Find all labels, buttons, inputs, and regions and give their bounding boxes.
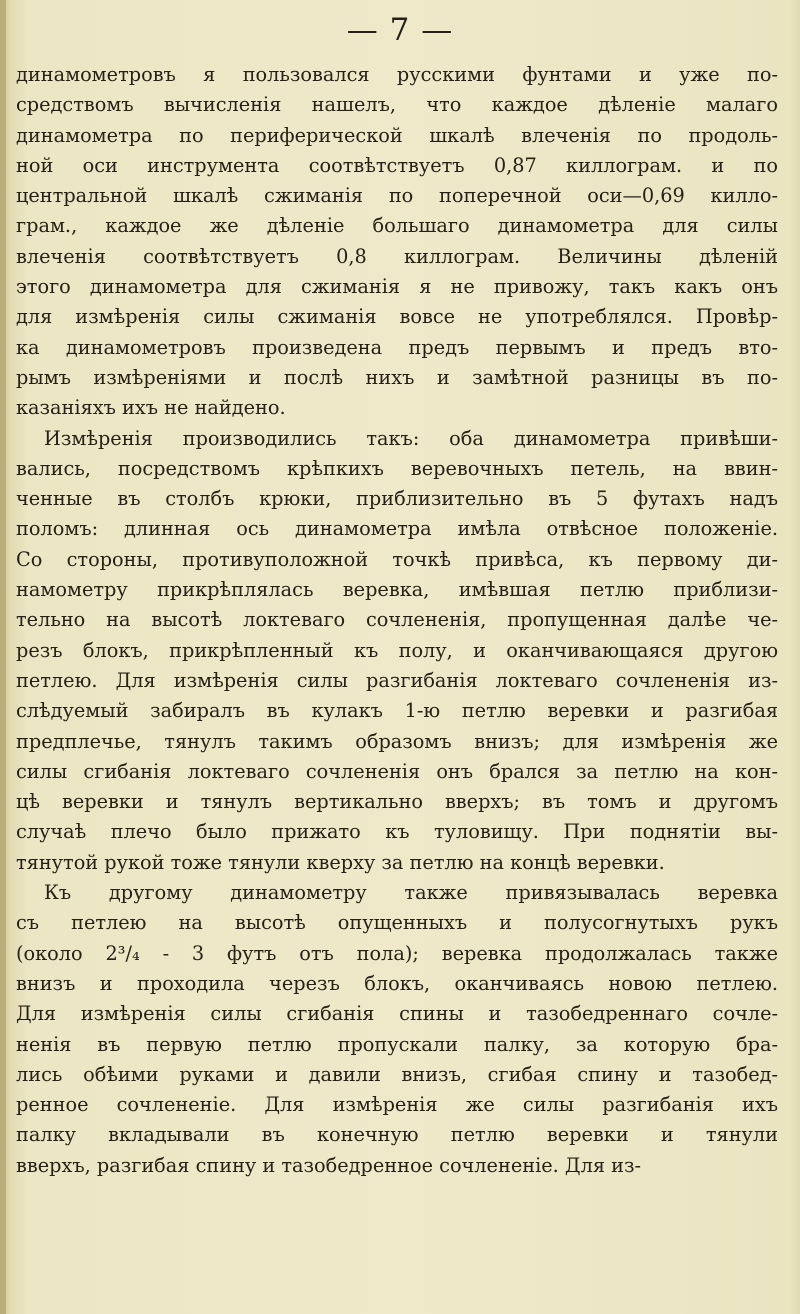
text-line: ченные въ столбъ крюки, приблизительно въ 5 футахъ надъ bbox=[16, 487, 778, 511]
text-line: Для измѣренія силы сгибанія спины и тазобедреннаго сочле- bbox=[16, 1002, 778, 1026]
text-line: внизъ и проходила черезъ блокъ, оканчиваясь новою петлею. bbox=[16, 971, 778, 995]
text-line: ренное сочлененіе. Для измѣренія же силы разгибанія ихъ bbox=[16, 1093, 778, 1117]
text-line: вверхъ, разгибая спину и тазобедренное сочлененіе. Для из- bbox=[16, 1153, 642, 1177]
text-line: влеченія соотвѣтствуетъ 0,8 киллограм. Величины дѣленій bbox=[16, 244, 778, 268]
text-line: съ петлею на высотѣ опущенныхъ и полусогнутыхъ рукъ bbox=[16, 911, 778, 935]
page-number: — 7 — bbox=[346, 12, 454, 48]
text-line: грам., каждое же дѣленіе большаго динамометра для силы bbox=[16, 214, 778, 238]
text-line: поломъ: длинная ось динамометра имѣла отвѣсное положеніе. bbox=[16, 517, 778, 541]
text-line: (около 2³/₄ - 3 футъ отъ пола); веревка продолжалась также bbox=[16, 941, 778, 965]
text-line: тельно на высотѣ локтеваго сочлененія, пропущенная далѣе че- bbox=[16, 608, 778, 632]
text-line: петлею. Для измѣренія силы разгибанія локтеваго сочлененія из- bbox=[16, 668, 778, 692]
binding-shadow bbox=[0, 0, 6, 1314]
text-line: Со стороны, противуположной точкѣ привѣса, къ первому ди- bbox=[16, 547, 778, 571]
text-line: намометру прикрѣплялась веревка, имѣвшая петлю приблизи- bbox=[16, 578, 778, 602]
text-line: ной оси инструмента соотвѣтствуетъ 0,87 киллограм. и по bbox=[16, 153, 778, 177]
text-line: случаѣ плечо было прижато къ туловищу. При поднятіи вы- bbox=[16, 820, 778, 844]
text-line: палку вкладывали въ конечную петлю веревки и тянули bbox=[16, 1123, 778, 1147]
text-line: казаніяхъ ихъ не найдено. bbox=[16, 396, 286, 420]
text-line: предплечье, тянулъ такимъ образомъ внизъ; для измѣренія же bbox=[16, 729, 778, 753]
text-line: средствомъ вычисленія нашелъ, что каждое дѣленіе малаго bbox=[16, 93, 778, 117]
text-line: лись обѣими руками и давили внизъ, сгибая спину и тазобед- bbox=[16, 1062, 778, 1086]
text-line: Измѣренія производились такъ: оба динамометра привѣши- bbox=[44, 426, 778, 450]
text-line: ка динамометровъ произведена предъ первымъ и предъ вто- bbox=[16, 335, 778, 359]
text-line: слѣдуемый забиралъ въ кулакъ 1-ю петлю веревки и разгибая bbox=[16, 699, 778, 723]
text-line: цѣ веревки и тянулъ вертикально вверхъ; въ томъ и другомъ bbox=[16, 790, 778, 814]
text-line: этого динамометра для сжиманія я не привожу, такъ какъ онъ bbox=[16, 275, 778, 299]
text-line: динамометра по периферической шкалѣ влеченія по продоль- bbox=[16, 123, 778, 147]
text-line: Къ другому динамометру также привязывалась веревка bbox=[44, 881, 778, 905]
body-text bbox=[16, 60, 778, 1181]
text-line: рымъ измѣреніями и послѣ нихъ и замѣтной разницы въ по- bbox=[16, 365, 778, 389]
text-line: резъ блокъ, прикрѣпленный къ полу, и оканчивающаяся другою bbox=[16, 638, 778, 662]
text-line: вались, посредствомъ крѣпкихъ веревочныхъ петель, на ввин- bbox=[16, 456, 778, 480]
text-line: ненія въ первую петлю пропускали палку, за которую бра- bbox=[16, 1032, 778, 1056]
text-line: центральной шкалѣ сжиманія по поперечной оси—0,69 килло- bbox=[16, 184, 778, 208]
text-line: динамометровъ я пользовался русскими фунтами и уже по- bbox=[16, 63, 778, 86]
text-line: силы сгибанія локтеваго сочлененія онъ брался за петлю на кон- bbox=[16, 759, 778, 783]
text-line: тянутой рукой тоже тянули кверху за петлю на концѣ веревки. bbox=[16, 850, 665, 874]
text-line: для измѣренія силы сжиманія вовсе не употреблялся. Провѣр- bbox=[16, 305, 778, 329]
